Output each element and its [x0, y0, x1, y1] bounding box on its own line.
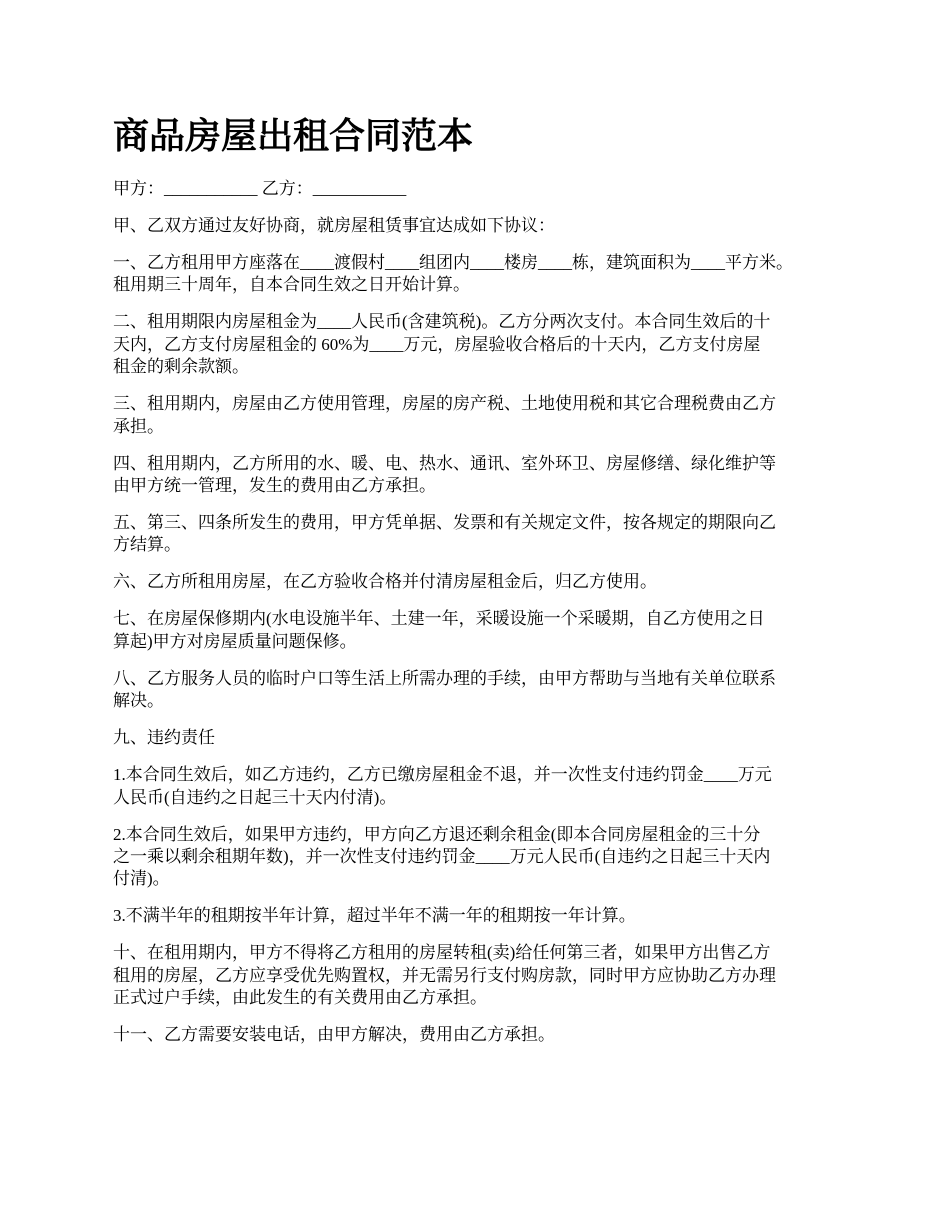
clause-3 — [113, 393, 843, 438]
text-line: 之一乘以剩余租期年数)，并一次性支付违约罚金____万元人民币(自违约之日起三十天内 — [113, 847, 771, 867]
document-title: 商品房屋出租合同范本 — [113, 115, 474, 157]
clause-9-item-2 — [113, 824, 843, 891]
clause-1 — [113, 252, 843, 297]
text-line: 三、租用期内，房屋由乙方使用管理，房屋的房产税、土地使用税和其它合理税费由乙方 — [113, 394, 776, 414]
text-line: 承担。 — [113, 416, 164, 436]
text-line: 天内，乙方支付房屋租金的 60%为____万元，房屋验收合格后的十天内，乙方支付房屋 — [113, 334, 761, 354]
text-line: 二、租用期限内房屋租金为____人民币(含建筑税)。乙方分两次支付。本合同生效后的十 — [113, 312, 771, 332]
text-line: 甲、乙双方通过友好协商，就房屋租赁事宜达成如下协议： — [113, 216, 555, 235]
clause-4 — [113, 453, 843, 498]
intro-paragraph — [113, 215, 843, 237]
text-line: 1.本合同生效后，如乙方违约，乙方已缴房屋租金不退，并一次性支付违约罚金____万元 — [113, 765, 772, 785]
text-line: 一、乙方租用甲方座落在____渡假村____组团内____楼房____栋，建筑面积为____平方米。 — [113, 253, 793, 272]
text-line: 甲方：___________ 乙方：___________ — [113, 179, 407, 198]
text-line: 五、第三、四条所发生的费用，甲方凭单据、发票和有关规定文件，按各规定的期限向乙 — [113, 513, 776, 533]
text-line: 算起)甲方对房屋质量问题保修。 — [113, 631, 357, 651]
text-line: 七、在房屋保修期内(水电设施半年、土建一年，采暖设施一个采暖期，自乙方使用之日 — [113, 609, 765, 629]
text-line: 十一、乙方需要安装电话，由甲方解决，费用由乙方承担。 — [113, 1025, 555, 1045]
clause-8 — [113, 668, 843, 713]
text-line: 九、违约责任 — [113, 728, 215, 748]
clause-7 — [113, 608, 843, 653]
clause-9-heading — [113, 727, 843, 749]
text-line: 3.不满半年的租期按半年计算，超过半年不满一年的租期按一年计算。 — [113, 906, 636, 926]
text-line: 2.本合同生效后，如果甲方违约，甲方向乙方退还剩余租金(即本合同房屋租金的三十分 — [113, 824, 761, 844]
text-line: 方结算。 — [113, 535, 181, 555]
text-line: 付清)。 — [113, 869, 170, 889]
text-line: 租用期三十周年，自本合同生效之日开始计算。 — [113, 275, 470, 295]
text-line: 租金的剩余款额。 — [113, 357, 249, 377]
clause-9-item-1 — [113, 764, 843, 809]
text-line: 租用的房屋，乙方应享受优先购置权，并无需另行支付购房款，同时甲方应协助乙方办理 — [113, 965, 776, 985]
clause-2 — [113, 311, 843, 378]
text-line: 正式过户手续，由此发生的有关费用由乙方承担。 — [113, 988, 487, 1008]
text-line: 由甲方统一管理，发生的费用由乙方承担。 — [113, 476, 436, 496]
clause-11 — [113, 1024, 843, 1046]
clause-9-item-3 — [113, 905, 843, 927]
text-line: 解决。 — [113, 691, 164, 711]
clause-5 — [113, 512, 843, 557]
party-line — [113, 178, 843, 200]
clause-6 — [113, 571, 843, 593]
clause-10 — [113, 942, 843, 1009]
text-line: 人民币(自违约之日起三十天内付清)。 — [113, 787, 397, 807]
text-line: 八、乙方服务人员的临时户口等生活上所需办理的手续，由甲方帮助与当地有关单位联系 — [113, 668, 776, 688]
text-line: 十、在租用期内，甲方不得将乙方租用的房屋转租(卖)给任何第三者，如果甲方出售乙方 — [113, 943, 771, 963]
text-line: 六、乙方所租用房屋，在乙方验收合格并付清房屋租金后，归乙方使用。 — [113, 572, 657, 592]
document-body — [113, 178, 843, 1061]
text-line: 四、租用期内，乙方所用的水、暖、电、热水、通讯、室外环卫、房屋修缮、绿化维护等 — [113, 453, 776, 473]
